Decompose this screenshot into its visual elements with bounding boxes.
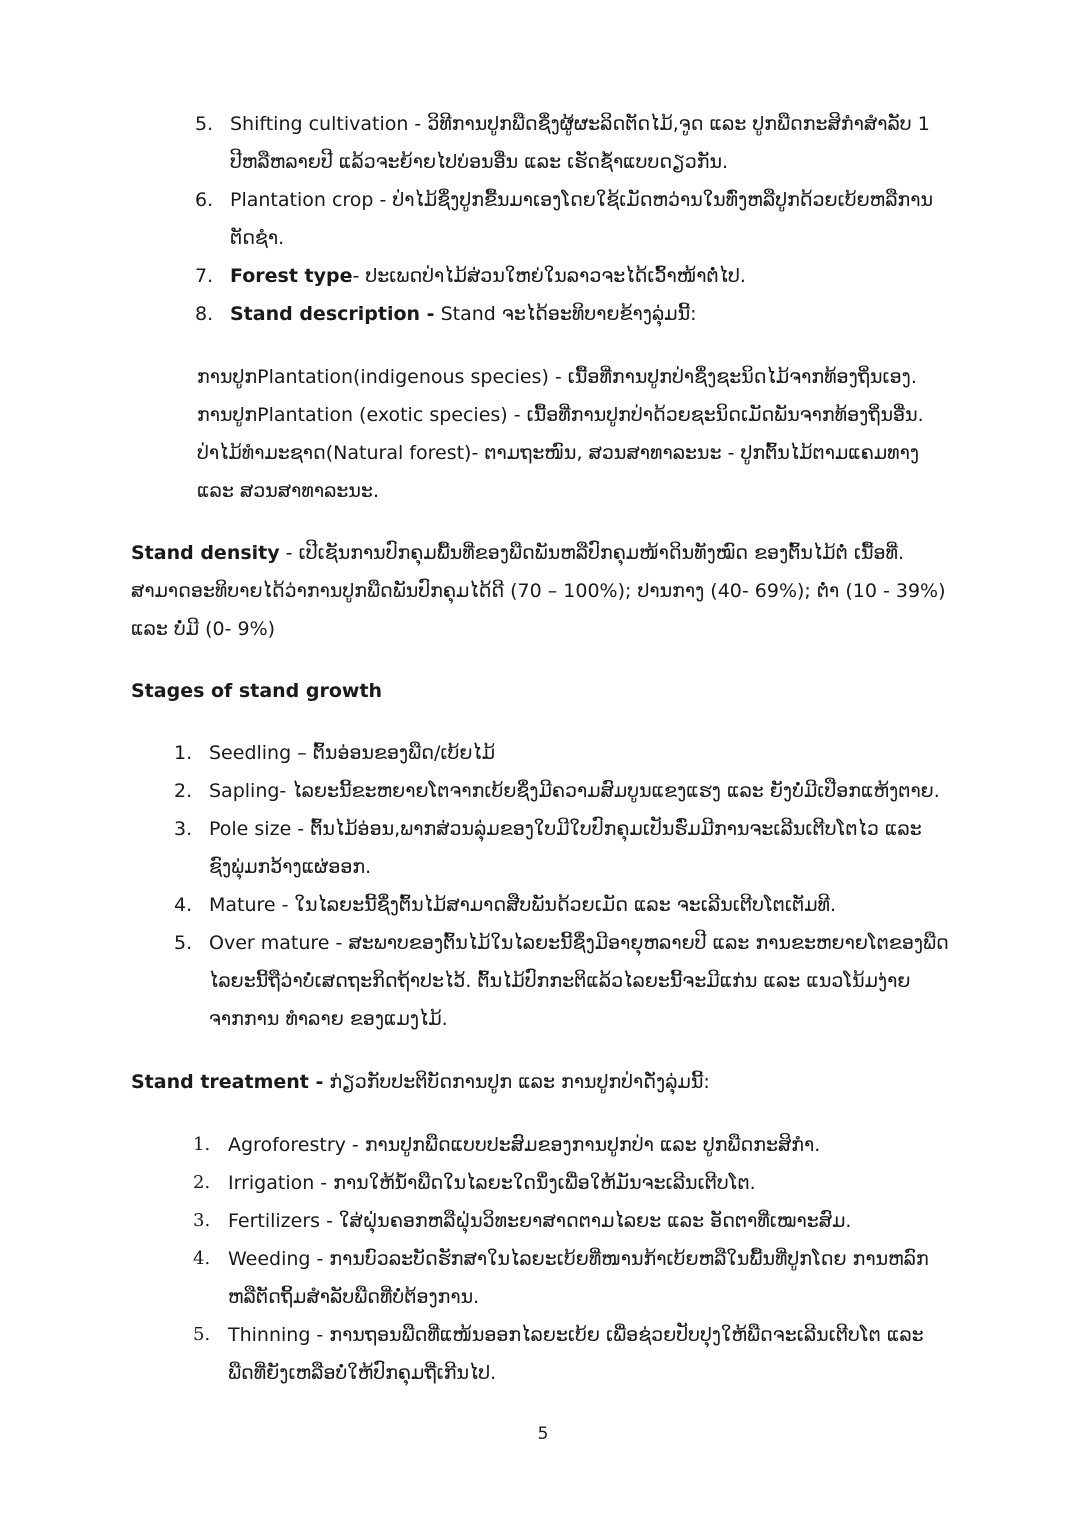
list-line: ຈາກການ ທຳລາຍ ຂອງແມງໄມ້. <box>209 1008 448 1030</box>
list-line: Sapling- ໄລຍະນີ້ຂະຫຍາຍໂຕຈາກເບ້ຍຊຶ່ງມີຄວາມສົມບູນແຂງແຮງ ແລະ ຍັງບໍ່ມີເປືອກແຫ້ງຕາຍ. <box>209 780 940 802</box>
list-line: ຊົງພຸ່ມກວ້າງແຜ່ອອກ. <box>209 856 372 878</box>
list-item <box>195 257 990 295</box>
term-definition: Stand ຈະໄດ້ອະທິບາຍຂ້າງລຸ່ມນີ້: <box>434 303 697 325</box>
stand-treatment-text: ກ່ຽວກັບປະຕິບັດການປູກ ແລະ ການປູກປ່າດັ່ງລຸ່ມນີ້: <box>323 1071 710 1093</box>
list-line: ຫລືຕັດຖິ້ມສຳລັບພືດທີ່ບໍ່ຕ້ອງການ. <box>228 1286 480 1308</box>
stand-treatment-paragraph <box>131 1063 1011 1101</box>
list-line: ໄລຍະນີ້ຖືວ່າບໍ່ເສດຖະກິດຖ້າປະໄວ້. ຕົ້ນໄມ້ປົກກະຕິແລ້ວໄລຍະນີ້ຈະມີແກ່ນ ແລະ ແນວໂນ້ມງ່າຍ <box>209 970 911 992</box>
page-number: 5 <box>537 1424 549 1444</box>
stand-type-line: ແລະ ສວນສາທາລະນະ. <box>197 480 379 502</box>
list-number: 4. <box>174 894 193 916</box>
list-number: 1. <box>174 742 193 764</box>
list-item <box>193 1164 998 1202</box>
list-number: 6. <box>195 189 214 211</box>
treatment-list <box>193 1126 998 1392</box>
list-line: Weeding - ການບົວລະບັດຮັກສາໃນໄລຍະເບ້ຍທີ່ໜານກ້າເບ້ຍຫລືໃນພື້ນທີ່ປູກໂດຍ ການຫລົກ <box>228 1248 929 1270</box>
list-number: 2. <box>193 1172 211 1193</box>
list-item <box>174 810 999 886</box>
list-item <box>193 1126 998 1164</box>
term-stand-description: Stand description - <box>230 303 435 325</box>
list-number: 7. <box>195 265 214 287</box>
term-definition: - ປະເພດປ່າໄມ້ສ່ວນໃຫຍ່ໃນລາວຈະໄດ້ເວົ້າໜ້າຕໍ່ໄປ. <box>352 265 746 287</box>
list-line: Plantation crop - ປ່າໄມ້ຊຶ່ງປູກຂື້ນມາເອງໂດຍໃຊ້ເມັດຫວ່ານໃນທົ່ງຫລືປູກດ້ວຍເບ້ຍຫລືການ <box>230 189 934 211</box>
list-item <box>195 105 990 181</box>
stages-list <box>174 734 999 1038</box>
list-number: 3. <box>193 1210 211 1231</box>
list-number: 2. <box>174 780 193 802</box>
list-number: 8. <box>195 303 214 325</box>
list-line: Agroforestry - ການປູກພືດແບບປະສົມຂອງການປູກປ່າ ແລະ ປູກພືດກະສິກຳ. <box>228 1134 821 1156</box>
stand-type-line: ປ່າໄມ້ທຳມະຊາດ(Natural forest)- ຕາມຖະໜົນ, ສວນສາທາລະນະ - ປູກຕົ້ນໄມ້ຕາມແຄມທາງ <box>197 442 920 464</box>
list-line: Pole size - ຕົ້ນໄມ້ອ່ອນ,ພາກສ່ວນລຸ່ມຂອງໃບມີໃບປົກຄຸມເປັນຮົ່ມມີການຈະເລີນເຕີບໂຕໄວ ແລະ <box>209 818 922 840</box>
stand-density-label: Stand density <box>131 542 280 564</box>
list-line: Irrigation - ການໃຫ້ນ້ຳພືດໃນໄລຍະໃດນຶ່ງເພື່ອໃຫ້ມັນຈະເລີນເຕີບໂຕ. <box>228 1172 756 1194</box>
list-number: 5. <box>193 1324 211 1345</box>
list-number: 3. <box>174 818 193 840</box>
stand-density-paragraph <box>131 534 1011 648</box>
list-item <box>193 1202 998 1240</box>
list-item <box>195 181 990 257</box>
list-item <box>195 295 990 333</box>
stand-density-text: ແລະ ບໍ່ມີ (0- 9%) <box>131 618 276 640</box>
stand-treatment-label: Stand treatment - <box>131 1071 324 1093</box>
list-line: Seedling – ຕົ້ນອ່ອນຂອງພືດ/ເບ້ຍໄມ້ <box>209 742 496 764</box>
list-line: Mature - ໃນໄລຍະນີ້ຊຶ່ງຕົ້ນໄມ້ສາມາດສືບພັນດ້ວຍເມັດ ແລະ ຈະເລີນເຕີບໂຕເຕັມທີ. <box>209 894 837 916</box>
stand-density-text: ສາມາດອະທິບາຍໄດ້ວ່າການປູກພືດພັນປົກຄຸມໄດ້ດີ (70 – 100%); ປານກາງ (40- 69%); ຕ່ຳ (10 - 39%) <box>131 580 946 602</box>
list-number: 5. <box>174 932 193 954</box>
stand-type-line: ການປູກPlantation (exotic species) - ເນື້ອທີ່ການປູກປ່າດ້ວຍຊະນິດເມັດພັນຈາກທ້ອງຖິ່ນອື່ນ. <box>197 404 924 426</box>
list-item <box>174 772 999 810</box>
list-line: ຕັດຊຳ. <box>230 227 285 249</box>
list-item <box>174 886 999 924</box>
list-line: Thinning - ການຖອນພືດທີ່ແໜ້ນອອກໄລຍະເບ້ຍ ເພື່ອຊ່ວຍປັບປຸງໃຫ້ພືດຈະເລີນເຕີບໂຕ ແລະ <box>228 1324 924 1346</box>
list-item <box>174 924 999 1038</box>
list-number: 1. <box>193 1134 211 1155</box>
list-line: ພືດທີ່ຍັງເຫລືອບໍ່ໃຫ້ປົກຄຸມຖີ່ເກີນໄປ. <box>228 1362 497 1384</box>
stand-type-line: ການປູກPlantation(indigenous species) - ເນື້ອທີ່ການປູກປ່າຊຶ່ງຊະນິດໄມ້ຈາກທ້ອງຖິ່ນເອງ. <box>197 366 917 388</box>
list-number: 5. <box>195 113 214 135</box>
list-line: Fertilizers - ໃສ່ຝຸ່ນຄອກຫລືຝຸ່ນວິທະຍາສາດຕາມໄລຍະ ແລະ ອັດຕາທີ່ເໝາະສົມ. <box>228 1210 852 1232</box>
list-item <box>193 1240 998 1316</box>
definitions-list <box>195 105 990 333</box>
list-line: Shifting cultivation - ວິທີການປູກພືດຊຶ່ງຜູ້ຜະລິດຕັດໄມ້,ຈູດ ແລະ ປູກພືດກະສິກຳສຳລັບ 1 <box>230 113 930 135</box>
stand-types-block <box>197 358 997 510</box>
stages-heading: Stages of stand growth <box>131 680 383 702</box>
term-forest-type: Forest type <box>230 265 353 287</box>
list-line: ປີຫລືຫລາຍປີ ແລ້ວຈະຍ້າຍໄປບ່ອນອື່ນ ແລະ ເຮັດຊ້ຳແບບດຽວກັນ. <box>230 151 729 173</box>
stand-density-text: - ເປີເຊັນການປົກຄຸມພື້ນທີ່ຂອງພືດພັນຫລືປົກຄຸມໜ້າດິນທັງໝົດ ຂອງຕົ້ນໄມ້ຕໍ່ ເນື້ອທີ່. <box>279 542 904 564</box>
list-item <box>174 734 999 772</box>
list-line: Over mature - ສະພາບຂອງຕົ້ນໄມ້ໃນໄລຍະນີ້ຊຶ່ງມີອາຍຸຫລາຍປີ ແລະ ການຂະຫຍາຍໂຕຂອງພືດ <box>209 932 949 954</box>
list-item <box>193 1316 998 1392</box>
list-number: 4. <box>193 1248 211 1269</box>
